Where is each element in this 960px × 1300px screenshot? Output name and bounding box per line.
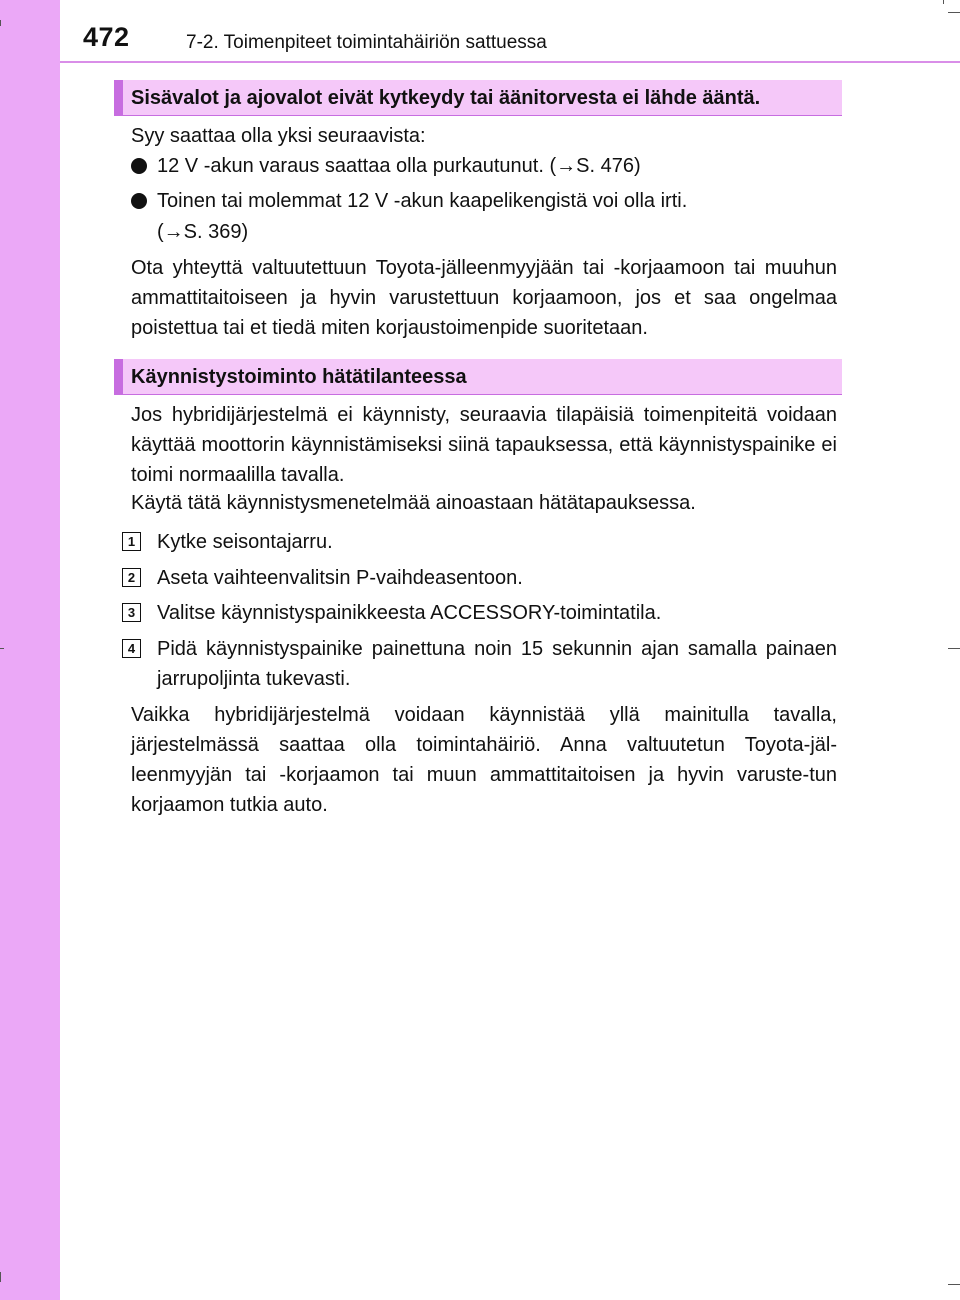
bullet-cable-loose: Toinen tai molemmat 12 V -akun kaapelikengistä voi olla irti. xyxy=(157,190,688,212)
section2-emergency-note: Käytä tätä käynnistysmenetelmää ainoastaan hätätapauksessa. xyxy=(131,492,696,514)
step-text-1: Kytke seisontajarru. xyxy=(157,531,333,553)
step-number-3: 3 xyxy=(122,603,141,622)
step-number-2: 2 xyxy=(122,568,141,587)
bullet-battery-discharged: 12 V -akun varaus saattaa olla purkautunut. (→S. 476) xyxy=(157,155,641,177)
page-number: 472 xyxy=(83,22,130,52)
crop-mark xyxy=(0,648,4,649)
section2-closing: Vaikka hybridijärjestelmä voidaan käynnistää yllä mainitulla tavalla, järjestelmässä saattaa olla toimintahäiriö. Anna valtuutetun Toyota-jäl-leenmyyjän tai -korjaamon tai muun ammattitaitoisen ja hyvin varuste-tun korjaamon tutkia auto. xyxy=(131,704,837,816)
section1-intro: Syy saattaa olla yksi seuraavista: xyxy=(131,125,426,147)
crop-mark xyxy=(948,1284,960,1285)
step-text-3: Valitse käynnistyspainikkeesta ACCESSORY-toimintatila. xyxy=(157,602,662,624)
step-number-1: 1 xyxy=(122,532,141,551)
step-number-4: 4 xyxy=(122,639,141,658)
crop-mark xyxy=(0,1272,1,1282)
step-text-4: Pidä käynnistyspainike painettuna noin 15 sekunnin ajan samalla painaen jarrupoljinta tukevasti. xyxy=(157,638,837,690)
chapter-title: 7-2. Toimenpiteet toimintahäiriön sattuessa xyxy=(186,32,547,53)
section-heading-emergency-start: Käynnistystoiminto hätätilanteessa xyxy=(114,359,842,395)
bullet-icon xyxy=(131,158,147,174)
bullet-icon xyxy=(131,193,147,209)
crop-mark xyxy=(948,12,960,13)
section-heading-lights: Sisävalot ja ajovalot eivät kytkeydy tai äänitorvesta ei lähde ääntä. xyxy=(114,80,842,116)
bullet-cable-ref: (→S. 369) xyxy=(157,221,249,243)
header-rule xyxy=(60,61,960,63)
step-text-2: Aseta vaihteenvalitsin P-vaihdeasentoon. xyxy=(157,567,523,589)
chapter-side-band xyxy=(0,0,60,1300)
section1-advice: Ota yhteyttä valtuutettuun Toyota-jälleenmyyjään tai -korjaamoon tai muuhun ammattitaitoiseen ja hyvin varustettuun korjaamoon, jos et saa ongelmaa poistettua tai et tiedä miten korjaustoimenpide suoritetaan. xyxy=(131,257,837,339)
crop-mark xyxy=(948,648,960,649)
crop-mark xyxy=(0,20,1,26)
section2-intro: Jos hybridijärjestelmä ei käynnisty, seuraavia tilapäisiä toimenpiteitä voidaan käyttää moottorin käynnistämiseksi siinä tapauksessa, että käynnistyspainike ei toimi normaalilla tavalla. xyxy=(131,404,837,486)
crop-mark xyxy=(943,0,944,4)
